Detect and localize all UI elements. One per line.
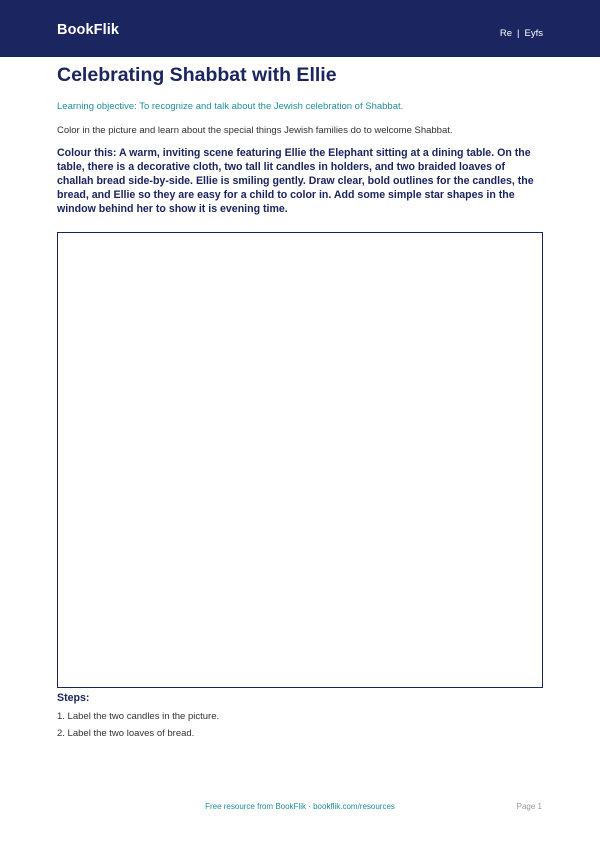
steps-heading: Steps: <box>57 692 90 704</box>
footer-credit-link[interactable]: Free resource from BookFlik · bookflik.com/resources <box>205 802 395 811</box>
subject-tag: Re <box>499 28 513 39</box>
step-item: 1. Label the two candles in the picture. <box>57 711 220 722</box>
colour-prompt: Colour this: A warm, inviting scene featuring Ellie the Elephant sitting at a dining table. On the table, there is a decorative cloth, two tall lit candles in holders, and two braided loaves of challah bread side-by-side. Ellie is smiling gently. Draw clear, bold outlines for the candles, the bread, and Ellie so they are easy for a child to color in. Add some simple star shapes in the window behind her to show it is evening time. <box>57 147 534 215</box>
subject-tags <box>500 28 543 39</box>
page-title: Celebrating Shabbat with Ellie <box>57 64 337 86</box>
intro-text: Color in the picture and learn about the special things Jewish families do to welcome Shabbat. <box>57 125 453 136</box>
header-bar <box>0 0 600 57</box>
level-tag: Eyfs <box>524 28 543 39</box>
brand-logo[interactable]: BookFlik <box>57 22 120 38</box>
coloring-area[interactable] <box>57 232 543 688</box>
steps-list <box>57 711 219 745</box>
page-number: Page 1 <box>516 802 542 811</box>
learning-objective: Learning objective: To recognize and talk about the Jewish celebration of Shabbat. <box>57 101 404 112</box>
tag-separator: | <box>517 28 520 39</box>
step-item: 2. Label the two loaves of bread. <box>57 728 195 739</box>
